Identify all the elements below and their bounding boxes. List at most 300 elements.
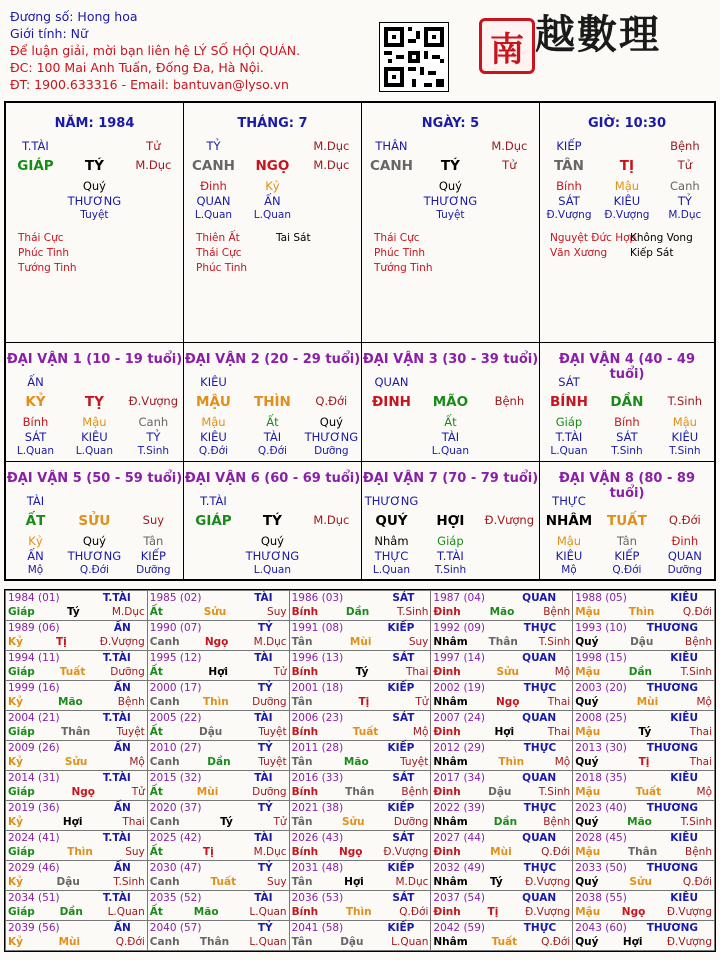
year-stem: Bính [291,846,319,858]
year-branch: Dậu [199,726,223,738]
year-branch: Dần [207,756,231,768]
year-god: TỶ [257,622,273,634]
year-label: 2005 (22) [149,712,202,724]
dai-van-branch: THÌN [253,394,291,410]
year-branch: Tị [202,846,214,858]
contact-line[interactable]: Để luận giải, mời bạn liên hệ LÝ SỐ HỘI QUÁN. [10,43,301,58]
year-branch: Ngọ [338,846,363,858]
year-state: Tử [273,666,287,678]
year-stem: Ất [149,666,163,678]
year-cell[interactable] [147,921,289,951]
year-cell[interactable] [573,681,715,711]
year-state: T.Sinh [680,666,712,678]
year-cell[interactable] [431,711,573,741]
year-cell[interactable] [147,651,289,681]
year-cell[interactable] [147,801,289,831]
year-branch: Tuất [491,936,518,948]
year-god: SÁT [392,892,415,904]
year-row [6,891,715,921]
year-state: Thai [689,726,712,738]
year-stem: Canh [149,876,180,888]
hidden-god: QUAN [196,194,231,208]
year-cell[interactable] [289,741,431,771]
dai-van-state: Bệnh [494,394,525,408]
year-stem: Mậu [575,906,601,918]
year-label: 2001 (18) [291,682,344,694]
year-cell[interactable] [6,711,148,741]
year-cell[interactable] [147,891,289,921]
year-god: QUAN [522,592,557,604]
year-state: Mộ [129,756,145,768]
year-branch: Thân [61,726,91,738]
hidden-state: Đ.Vượng [604,209,650,221]
year-cell[interactable] [147,861,289,891]
brand-seal: 南 [479,18,535,74]
pillar-title: THÁNG: 7 [237,116,308,131]
hidden-stem: Quý [82,179,106,193]
year-god: THỰC [523,742,557,754]
year-god: T.TÀI [102,652,131,664]
year-cell[interactable] [289,681,431,711]
earthly-branch: NGỌ [255,158,290,174]
pillar-title: NGÀY: 5 [421,116,480,131]
year-cell[interactable] [6,681,148,711]
chart-grid [4,101,716,581]
year-cell[interactable] [573,591,715,621]
year-branch: Dần [493,816,518,828]
year-cell[interactable] [431,621,573,651]
year-god: T.TÀI [102,712,131,724]
year-label: 2004 (21) [8,712,60,724]
year-cell[interactable] [431,921,573,951]
year-label: 2018 (35) [575,772,627,784]
dai-van-3 [362,343,540,462]
year-cell[interactable] [6,621,148,651]
dai-van-branch: MÃO [432,394,469,410]
year-state: T.Sinh [113,876,145,888]
dai-van-stem: QUÝ [375,513,408,529]
year-cell[interactable] [289,891,431,921]
year-cell[interactable] [147,591,289,621]
year-cell[interactable] [289,771,431,801]
year-god: KIẾP [387,622,415,634]
year-stem: Canh [149,816,180,828]
dai-van-god: SÁT [558,375,580,389]
year-god: TÀI [254,712,273,724]
dai-van-hidden-god: TÀI [441,430,460,444]
year-stem: Đinh [433,846,461,858]
dai-van-hidden-state: Q.Đới [612,564,642,576]
year-god: TỶ [257,682,273,694]
year-state: Thai [405,666,429,678]
year-branch: Mùi [196,786,219,798]
dai-van-title: ĐẠI VẬN 8 (80 - 89 tuổi) [559,471,695,501]
pillar-god: TỶ [206,139,221,153]
year-cell[interactable] [573,831,715,861]
year-branch: Mão [489,606,515,618]
dai-van-7 [362,462,540,579]
dai-van-hidden-god: TỶ [146,430,161,444]
dai-van-title: ĐẠI VẬN 1 (10 - 19 tuổi) [6,352,183,367]
year-branch: Thân [488,636,518,648]
year-label: 1988 (05) [575,592,627,604]
year-branch: Thìn [202,696,229,708]
year-label: 2009 (26) [8,742,60,754]
year-god: KIÊU [670,712,698,724]
year-cell[interactable] [289,921,431,951]
brand-logo-title: 越數理 [535,11,661,58]
year-cell[interactable] [147,771,289,801]
year-state: Dưỡng [252,786,287,798]
year-cell[interactable] [431,651,573,681]
year-cell[interactable] [147,711,289,741]
year-label: 2006 (23) [291,712,344,724]
year-label: 2017 (34) [433,772,486,784]
branch-state: Tử [502,158,517,172]
year-cell[interactable] [6,801,148,831]
year-branch: Tị [638,756,650,768]
year-label: 2023 (40) [575,802,627,814]
year-row [6,681,715,711]
dai-van-state: Suy [142,513,165,527]
year-branch: Thìn [345,906,372,918]
year-branch: Hợi [494,726,515,738]
year-cell[interactable] [573,891,715,921]
year-stem: Nhâm [433,756,468,768]
dai-van-hidden-state: Q.Đới [257,445,287,457]
year-label: 1996 (13) [291,652,344,664]
star-note: Tướng Tinh [18,262,77,274]
year-stem: Đinh [433,666,461,678]
dai-van-title: ĐẠI VẬN 5 (50 - 59 tuổi) [6,471,183,486]
year-cell[interactable] [573,741,715,771]
year-cell[interactable] [573,621,715,651]
dai-van-hidden-state: Mộ [27,564,44,576]
year-label: 2007 (24) [433,712,486,724]
year-state: M.Dục [111,606,145,618]
year-stem: Kỷ [8,936,23,948]
year-branch: Dậu [488,786,512,798]
dai-van-hidden-god: TÀI [263,430,282,444]
qr-code[interactable] [379,22,449,92]
pillar-god-state: M.Dục [313,139,350,153]
year-label: 2040 (57) [149,922,202,934]
year-cell[interactable] [289,801,431,831]
pillar-god-state: Bệnh [670,139,700,153]
year-cell[interactable] [431,741,573,771]
year-god: THƯƠNG [646,922,698,934]
dai-van-hidden-state: T.Sinh [669,445,701,457]
year-god: THỰC [523,922,557,934]
year-cell[interactable] [289,591,431,621]
year-cell[interactable] [431,771,573,801]
year-god: TỶ [257,922,273,934]
year-cell[interactable] [573,801,715,831]
year-label: 1990 (07) [149,622,202,634]
dai-van-hidden-stem: Bính [22,415,49,429]
year-row [6,621,715,651]
year-label: 2028 (45) [575,832,627,844]
year-god: T.TÀI [102,772,131,784]
year-cell[interactable] [573,771,715,801]
dai-van-title: ĐẠI VẬN 2 (20 - 29 tuổi) [184,352,361,367]
owner-name: Đương số: Hong hoa [10,9,138,24]
year-god: ẤN [113,682,131,694]
year-cell[interactable] [147,681,289,711]
year-label: 2019 (36) [8,802,60,814]
year-stem: Canh [149,936,180,948]
dai-van-state: Q.Đới [668,513,701,527]
year-state: Đ.Vượng [525,906,571,918]
year-stem: Tân [291,876,313,888]
star-note: Thái Cực [18,232,64,244]
year-branch: Dần [59,906,83,918]
dai-van-branch: TÝ [262,513,282,529]
year-god: THỰC [523,622,557,634]
year-state: Mộ [696,786,712,798]
year-cell[interactable] [6,771,148,801]
year-state: Tuyệt [258,726,287,738]
year-stem: Đinh [433,786,461,798]
branch-state: M.Dục [135,158,172,172]
hidden-stem: Canh [670,179,700,193]
year-state: Suy [267,876,287,888]
dai-van-hidden-god: T.TÀI [437,549,464,563]
year-row [6,711,715,741]
dai-van-hidden-stem: Ất [266,415,279,429]
year-state: L.Quan [107,906,145,918]
year-state: M.Dục [253,846,287,858]
star-note: Phúc Tinh [18,247,70,259]
year-god: TỶ [257,742,273,754]
hidden-state: Tuyệt [80,209,109,221]
dai-van-state: Đ.Vượng [484,513,535,527]
year-label: 2024 (41) [8,832,60,844]
hidden-god: THƯƠNG [423,194,478,208]
dai-van-state: T.Sinh [667,394,703,408]
year-god: TÀI [254,652,273,664]
dai-van-hidden-stem: Tân [616,534,637,548]
year-stem: Ất [149,906,163,918]
year-stem: Mậu [575,726,601,738]
dai-van-state: M.Dục [313,513,350,527]
year-stem: Mậu [575,846,601,858]
year-state: Dưỡng [393,816,429,828]
qr-code-icon [380,23,448,91]
dai-van-branch: HỢI [436,513,465,529]
dai-van-god: KIÊU [200,375,227,389]
star-note: Phúc Tinh [374,247,426,259]
year-god: TÀI [254,832,273,844]
address-line: ĐC: 100 Mai Anh Tuấn, Đống Đa, Hà Nội. [10,60,264,75]
dai-van-title: ĐẠI VẬN 6 (60 - 69 tuổi) [184,471,361,486]
year-state: T.Sinh [396,606,429,618]
year-cell[interactable] [289,831,431,861]
year-branch: Hợi [622,936,643,948]
year-branch: Dần [345,606,370,618]
year-cell[interactable] [573,711,715,741]
dai-van-hidden-state: Q.Đới [79,564,109,576]
year-state: Q.Đới [682,606,712,618]
year-god: THỰC [523,682,557,694]
year-stem: Tân [291,636,313,648]
year-branch: Ngọ [204,636,229,648]
year-cell[interactable] [6,591,148,621]
year-cell[interactable] [289,861,431,891]
hidden-state: Đ.Vượng [546,209,592,221]
dai-van-hidden-state: T.Sinh [434,564,467,576]
dai-van-god: ẤN [27,375,44,389]
year-label: 2000 (17) [149,682,202,694]
year-state: Tử [273,816,287,828]
year-branch: Dậu [630,636,654,648]
year-stem: Nhâm [433,816,468,828]
hidden-state: L.Quan [253,209,291,221]
dai-van-stem: GIÁP [195,513,232,529]
year-cell[interactable] [6,831,148,861]
year-cell[interactable] [431,681,573,711]
year-branch: Mùi [58,936,81,948]
year-cell[interactable] [573,861,715,891]
year-branch: Mão [193,906,219,918]
dai-van-god: THỰC [552,494,586,508]
pillar-title: NĂM: 1984 [54,116,135,131]
year-cell[interactable] [289,651,431,681]
year-branch: Tý [355,666,369,678]
dai-van-hidden-stem: Quý [260,534,284,548]
star-note: Thiên Ất [196,232,240,244]
pillar-month [184,103,362,343]
year-cell[interactable] [431,891,573,921]
year-label: 2042 (59) [433,922,486,934]
dai-van-god: THƯƠNG [364,494,419,508]
year-cell[interactable] [431,861,573,891]
year-state: Mộ [412,726,429,738]
dai-van-hidden-god: ẤN [27,549,44,563]
year-stem: Tân [291,696,313,708]
year-state: Thai [547,726,571,738]
year-state: M.Dục [253,636,287,648]
dai-van-stem: BÍNH [550,394,588,410]
year-god: QUAN [522,652,557,664]
year-cell[interactable] [6,651,148,681]
year-stem: Bính [291,906,319,918]
dai-van-hidden-god: THỰC [374,549,409,563]
year-cell[interactable] [6,861,148,891]
gender: Giới tính: Nữ [10,26,88,41]
year-state: T.Sinh [680,816,712,828]
year-god: ẤN [113,922,131,934]
year-branch: Tý [638,726,652,738]
year-stem: Kỷ [8,756,23,768]
year-label: 2039 (56) [8,922,60,934]
year-branch: Tuất [352,726,379,738]
year-god: SÁT [392,832,415,844]
dai-van-hidden-stem: Kỷ [28,534,43,548]
year-label: 1985 (02) [149,592,202,604]
year-label: 2041 (58) [291,922,344,934]
year-god: QUAN [522,832,557,844]
year-cell[interactable] [6,891,148,921]
dai-van-5 [6,462,184,579]
year-cell[interactable] [289,711,431,741]
year-stem: Canh [149,696,180,708]
year-god: KIÊU [670,832,698,844]
year-label: 2022 (39) [433,802,486,814]
year-god: KIÊU [670,592,698,604]
dai-van-hidden-god: SÁT [616,430,638,444]
year-stem: Giáp [8,906,35,918]
dai-van-hidden-state: T.Sinh [137,445,170,457]
year-cell[interactable] [573,921,715,951]
year-god: T.TÀI [102,592,131,604]
earthly-branch: TỊ [619,158,635,174]
dai-van-branch: TỴ [84,394,104,410]
year-branch: Thân [345,786,375,798]
year-state: Dưỡng [110,666,145,678]
year-cell[interactable] [289,621,431,651]
dai-van-4 [540,343,714,462]
year-cell[interactable] [147,621,289,651]
year-cell[interactable] [431,591,573,621]
year-row [6,771,715,801]
dai-van-hidden-state: L.Quan [16,445,55,457]
year-cell[interactable] [6,741,148,771]
year-cell[interactable] [147,741,289,771]
year-cell[interactable] [431,831,573,861]
year-branch: Thân [628,846,658,858]
year-god: TÀI [254,772,273,784]
year-stem: Bính [291,666,319,678]
year-stem: Bính [291,726,319,738]
year-state: T.Sinh [538,636,571,648]
year-branch: Tị [487,906,499,918]
dai-van-stem: ẤT [25,513,46,529]
phone-email-line[interactable]: ĐT: 1900.633316 - Email: bantuvan@lyso.vn [10,77,289,92]
dai-van-hidden-stem: Nhâm [374,534,409,548]
year-cell[interactable] [431,801,573,831]
year-god: SÁT [392,772,415,784]
year-label: 2002 (19) [433,682,486,694]
year-label: 2016 (33) [291,772,344,784]
year-cell[interactable] [147,831,289,861]
year-stem: Kỷ [8,816,23,828]
hidden-god: TỶ [677,194,692,208]
year-state: Bệnh [685,636,712,648]
year-stem: Giáp [8,606,35,618]
star-note: Văn Xương [550,247,608,259]
year-label: 2008 (25) [575,712,627,724]
year-cell[interactable] [6,921,148,951]
year-god: KIÊU [670,652,698,664]
annual-luck-table [4,589,716,952]
dai-van-hidden-stem: Quý [319,415,343,429]
earthly-branch: TÝ [84,158,104,174]
year-row [6,921,715,951]
year-branch: Mão [58,696,83,708]
dai-van-hidden-state: Dưỡng [314,445,349,457]
year-label: 1991 (08) [291,622,344,634]
year-branch: Mùi [636,696,659,708]
hidden-god: THƯƠNG [67,194,122,208]
year-god: T.TÀI [102,832,131,844]
year-label: 2012 (29) [433,742,486,754]
year-cell[interactable] [573,651,715,681]
dai-van-stem: ĐINH [372,394,411,410]
year-stem: Nhâm [433,636,468,648]
year-label: 2020 (37) [149,802,202,814]
year-label: 2031 (48) [291,862,344,874]
